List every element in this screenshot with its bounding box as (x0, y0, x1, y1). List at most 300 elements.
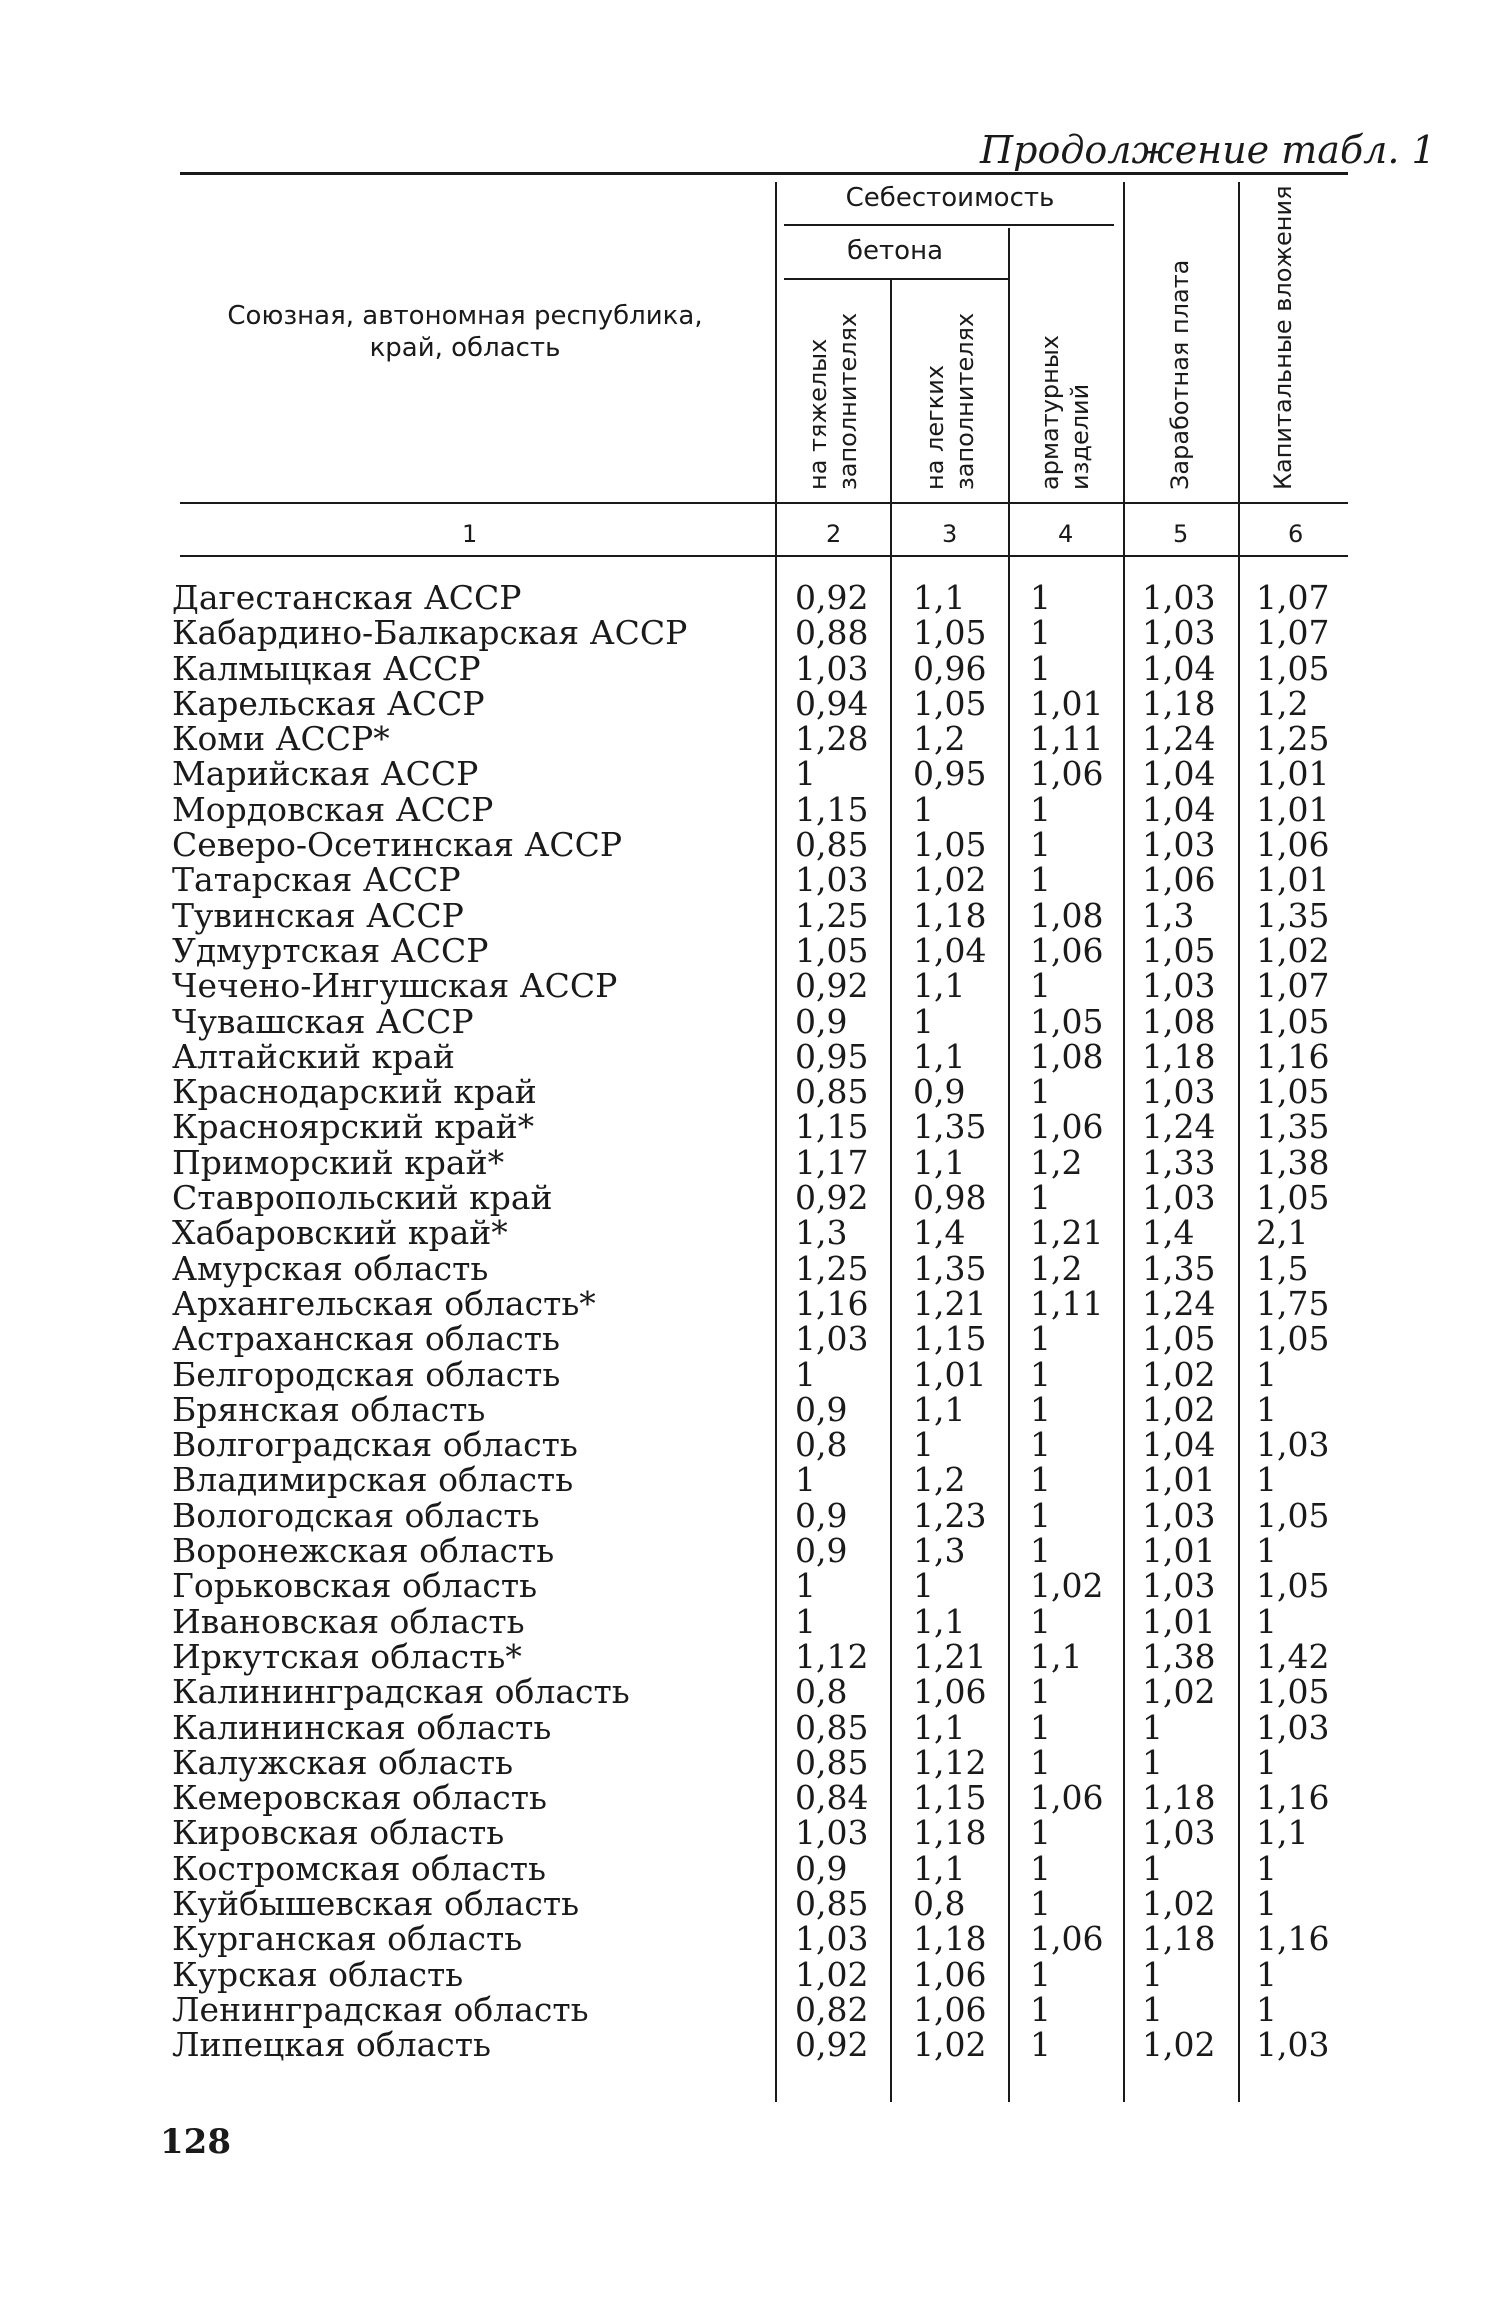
table-row (0, 1036, 1501, 1076)
wages-value: 1,06 (1142, 860, 1216, 900)
light-aggregate-value: 1,18 (913, 1919, 987, 1959)
capital-investment-value: 1,05 (1256, 1072, 1330, 1112)
wages-value: 1,04 (1142, 754, 1216, 794)
table-row (0, 895, 1501, 935)
region-name: Белгородская область (172, 1354, 561, 1394)
heavy-aggregate-value: 1,17 (795, 1142, 869, 1182)
heavy-aggregate-value: 0,85 (795, 1883, 869, 1923)
wages-value: 1,08 (1142, 1001, 1216, 1041)
heavy-aggregate-value: 0,94 (795, 683, 869, 723)
capital-investment-value: 1 (1256, 1531, 1277, 1571)
light-aggregate-value: 1 (913, 1425, 934, 1465)
column-number-5: 5 (1173, 520, 1189, 548)
table-row (0, 1319, 1501, 1359)
heavy-aggregate-value: 1,25 (795, 895, 869, 935)
light-aggregate-value: 1,1 (913, 1389, 966, 1429)
light-aggregate-value: 1,4 (913, 1213, 966, 1253)
light-aggregate-value: 1,21 (913, 1283, 987, 1323)
heavy-aggregate-value: 1,12 (795, 1636, 869, 1676)
capital-investment-value: 1 (1256, 1848, 1277, 1888)
heavy-aggregate-value: 0,9 (795, 1389, 848, 1429)
region-name: Коми АССР* (172, 719, 390, 759)
light-aggregate-value: 1 (913, 789, 934, 829)
light-aggregate-value: 1,23 (913, 1495, 987, 1535)
heavy-aggregate-value: 1,28 (795, 719, 869, 759)
capital-investment-value: 1 (1256, 1354, 1277, 1394)
rebar-value: 1 (1030, 1495, 1051, 1535)
region-name: Калининская область (172, 1707, 552, 1747)
table-row (0, 966, 1501, 1006)
region-name: Северо-Осетинская АССР (172, 825, 623, 865)
light-aggregate-value: 1,2 (913, 1460, 966, 1500)
column-number-6: 6 (1288, 520, 1304, 548)
region-name: Чувашская АССР (172, 1001, 474, 1041)
capital-investment-value: 1,05 (1256, 1672, 1330, 1712)
light-aggregate-value: 1,21 (913, 1636, 987, 1676)
light-aggregate-value: 1,1 (913, 1707, 966, 1747)
wages-value: 1 (1142, 1707, 1163, 1747)
rebar-value: 1 (1030, 1389, 1051, 1429)
light-aggregate-value: 1 (913, 1001, 934, 1041)
region-name: Иркутская область* (172, 1636, 522, 1676)
rebar-value: 1 (1030, 1460, 1051, 1500)
wages-value: 1,18 (1142, 1778, 1216, 1818)
rebar-value: 1 (1030, 578, 1051, 617)
light-aggregate-value: 1,1 (913, 1142, 966, 1182)
wages-value: 1,02 (1142, 1354, 1216, 1394)
wages-value: 1,01 (1142, 1531, 1216, 1571)
light-aggregate-value: 0,9 (913, 1072, 966, 1112)
heavy-aggregate-value: 1 (795, 1460, 816, 1500)
heavy-aggregate-value: 1,15 (795, 789, 869, 829)
capital-investment-value: 1,05 (1256, 1178, 1330, 1218)
capital-investment-value: 1,16 (1256, 1036, 1330, 1076)
rebar-value: 1 (1030, 1813, 1051, 1853)
heavy-aggregate-value: 0,8 (795, 1425, 848, 1465)
capital-investment-value: 1,42 (1256, 1636, 1330, 1676)
capital-investment-value: 1,2 (1256, 683, 1309, 723)
wages-value: 1,03 (1142, 613, 1216, 653)
light-aggregate-header: на легких заполнителях (921, 312, 979, 490)
table-row (0, 1989, 1501, 2029)
region-name: Удмуртская АССР (172, 930, 489, 970)
wages-value: 1,03 (1142, 1813, 1216, 1853)
table-row (0, 860, 1501, 900)
region-name: Калмыцкая АССР (172, 648, 481, 688)
heavy-aggregate-value: 1,05 (795, 930, 869, 970)
table-row (0, 1848, 1501, 1888)
region-name: Красноярский край* (172, 1107, 535, 1147)
wages-value: 1,24 (1142, 1283, 1216, 1323)
rebar-value: 1 (1030, 1954, 1051, 1994)
capital-investment-value: 1,05 (1256, 1566, 1330, 1606)
heavy-aggregate-value: 0,85 (795, 1707, 869, 1747)
table-body (0, 578, 1501, 2065)
capital-investment-value: 1,03 (1256, 2025, 1330, 2065)
heavy-aggregate-value: 0,9 (795, 1848, 848, 1888)
rebar-value: 1 (1030, 860, 1051, 900)
table-row (0, 1072, 1501, 1112)
light-aggregate-value: 1 (913, 1566, 934, 1606)
wages-value: 1,03 (1142, 1566, 1216, 1606)
region-name: Кабардино-Балкарская АССР (172, 613, 688, 653)
capital-investment-value: 2,1 (1256, 1213, 1309, 1253)
wages-value: 1 (1142, 1742, 1163, 1782)
cost-group-header: Себестоимость (845, 183, 1055, 213)
light-aggregate-value: 1,1 (913, 966, 966, 1006)
heavy-aggregate-value: 0,82 (795, 1989, 869, 2029)
table-row (0, 683, 1501, 723)
wages-value: 1,03 (1142, 1072, 1216, 1112)
wages-value: 1,03 (1142, 1495, 1216, 1535)
table-row (0, 1813, 1501, 1853)
capital-investment-value: 1,06 (1256, 825, 1330, 865)
region-name: Тувинская АССР (172, 895, 464, 935)
table-row (0, 2025, 1501, 2065)
region-name: Алтайский край (172, 1036, 455, 1076)
table-row (0, 1425, 1501, 1465)
capital-investment-value: 1,05 (1256, 648, 1330, 688)
wages-value: 1,3 (1142, 895, 1195, 935)
heavy-aggregate-value: 0,85 (795, 1742, 869, 1782)
wages-value: 1,03 (1142, 825, 1216, 865)
wages-value: 1,24 (1142, 719, 1216, 759)
numbers-bottom-rule (180, 555, 1348, 557)
wages-value: 1,01 (1142, 1460, 1216, 1500)
light-aggregate-value: 1,1 (913, 1601, 966, 1641)
rebar-value: 1,08 (1030, 1036, 1104, 1076)
wages-value: 1,02 (1142, 1883, 1216, 1923)
wages-value: 1,03 (1142, 1178, 1216, 1218)
rebar-value: 1 (1030, 1354, 1051, 1394)
region-name: Татарская АССР (172, 860, 461, 900)
wages-value: 1,24 (1142, 1107, 1216, 1147)
table-row (0, 613, 1501, 653)
region-name: Кемеровская область (172, 1778, 548, 1818)
heavy-aggregate-value: 0,95 (795, 1036, 869, 1076)
table-row (0, 1601, 1501, 1641)
heavy-aggregate-value: 0,92 (795, 578, 869, 617)
rebar-value: 1,2 (1030, 1248, 1083, 1288)
region-name: Волгоградская область (172, 1425, 578, 1465)
light-aggregate-value: 1,18 (913, 895, 987, 935)
heavy-aggregate-header: на тяжелых заполнителях (804, 312, 862, 490)
table-row (0, 1354, 1501, 1394)
capital-investment-value: 1,05 (1256, 1001, 1330, 1041)
light-aggregate-value: 1,35 (913, 1107, 987, 1147)
capital-investment-value: 1 (1256, 1742, 1277, 1782)
light-aggregate-value: 1,02 (913, 2025, 987, 2065)
region-name: Архангельская область* (172, 1283, 596, 1323)
region-name: Костромская область (172, 1848, 546, 1888)
wages-value: 1,35 (1142, 1248, 1216, 1288)
region-name: Курская область (172, 1954, 464, 1994)
wages-value: 1,05 (1142, 930, 1216, 970)
region-name: Ленинградская область (172, 1989, 589, 2029)
rebar-value: 1 (1030, 648, 1051, 688)
region-name: Мордовская АССР (172, 789, 494, 829)
table-row (0, 1001, 1501, 1041)
capital-investment-value: 1,01 (1256, 860, 1330, 900)
table-row (0, 719, 1501, 759)
rebar-value: 1,2 (1030, 1142, 1083, 1182)
table-row (0, 1142, 1501, 1182)
table-row (0, 930, 1501, 970)
capital-investment-value: 1,01 (1256, 789, 1330, 829)
capital-investment-value: 1,03 (1256, 1425, 1330, 1465)
heavy-aggregate-value: 0,9 (795, 1495, 848, 1535)
table-row (0, 1919, 1501, 1959)
rebar-value: 1 (1030, 1531, 1051, 1571)
heavy-aggregate-value: 0,9 (795, 1001, 848, 1041)
capital-investment-value: 1 (1256, 1954, 1277, 1994)
wages-header: Заработная плата (1166, 259, 1194, 490)
light-aggregate-value: 1,05 (913, 613, 987, 653)
table-row (0, 1883, 1501, 1923)
capital-investment-value: 1,07 (1256, 578, 1330, 617)
heavy-aggregate-value: 0,85 (795, 1072, 869, 1112)
wages-value: 1,02 (1142, 1389, 1216, 1429)
rebar-value: 1 (1030, 789, 1051, 829)
capital-investment-value: 1 (1256, 1460, 1277, 1500)
rebar-value: 1 (1030, 2025, 1051, 2065)
light-aggregate-value: 1,18 (913, 1813, 987, 1853)
column-number-3: 3 (942, 520, 958, 548)
heavy-aggregate-value: 0,8 (795, 1672, 848, 1712)
heavy-aggregate-value: 1,25 (795, 1248, 869, 1288)
region-name: Краснодарский край (172, 1072, 537, 1112)
rebar-value: 1 (1030, 1319, 1051, 1359)
region-name: Курганская область (172, 1919, 523, 1959)
light-aggregate-value: 1,12 (913, 1742, 987, 1782)
wages-value: 1,03 (1142, 966, 1216, 1006)
heavy-aggregate-value: 1 (795, 754, 816, 794)
heavy-aggregate-value: 0,84 (795, 1778, 869, 1818)
rebar-value: 1,06 (1030, 1107, 1104, 1147)
table-row (0, 1566, 1501, 1606)
wages-value: 1,33 (1142, 1142, 1216, 1182)
light-aggregate-value: 1,1 (913, 1848, 966, 1888)
region-name: Ставропольский край (172, 1178, 553, 1218)
region-name: Липецкая область (172, 2025, 491, 2065)
region-name: Карельская АССР (172, 683, 485, 723)
rebar-value: 1,06 (1030, 930, 1104, 970)
capital-investment-value: 1 (1256, 1601, 1277, 1641)
light-aggregate-value: 1,1 (913, 578, 966, 617)
capital-investment-value: 1,1 (1256, 1813, 1309, 1853)
table-row (0, 1213, 1501, 1253)
capital-investment-value: 1,03 (1256, 1707, 1330, 1747)
table-row (0, 1389, 1501, 1429)
rebar-value: 1 (1030, 1707, 1051, 1747)
table-row (0, 789, 1501, 829)
rebar-value: 1 (1030, 1601, 1051, 1641)
region-name: Владимирская область (172, 1460, 574, 1500)
capital-investment-value: 1,25 (1256, 719, 1330, 759)
light-aggregate-value: 1,3 (913, 1531, 966, 1571)
rebar-value: 1 (1030, 1672, 1051, 1712)
light-aggregate-value: 1,15 (913, 1778, 987, 1818)
capital-investment-value: 1 (1256, 1989, 1277, 2029)
rebar-value: 1 (1030, 1742, 1051, 1782)
light-aggregate-value: 1,1 (913, 1036, 966, 1076)
table-row (0, 1283, 1501, 1323)
capital-investment-value: 1,35 (1256, 1107, 1330, 1147)
heavy-aggregate-value: 1 (795, 1354, 816, 1394)
capital-investment-value: 1,35 (1256, 895, 1330, 935)
heavy-aggregate-value: 1,03 (795, 1813, 869, 1853)
capital-investment-value: 1 (1256, 1883, 1277, 1923)
region-name: Дагестанская АССР (172, 578, 522, 617)
rebar-value: 1 (1030, 1848, 1051, 1888)
region-name: Хабаровский край* (172, 1213, 508, 1253)
page-number: 128 (160, 2122, 231, 2162)
region-name: Амурская область (172, 1248, 489, 1288)
capital-investment-value: 1,38 (1256, 1142, 1330, 1182)
wages-value: 1,04 (1142, 789, 1216, 829)
rebar-value: 1 (1030, 1425, 1051, 1465)
capital-investment-value: 1,02 (1256, 930, 1330, 970)
wages-value: 1 (1142, 1989, 1163, 2029)
region-name: Марийская АССР (172, 754, 479, 794)
region-name: Вологодская область (172, 1495, 540, 1535)
capital-investment-value: 1,16 (1256, 1919, 1330, 1959)
table-row (0, 1742, 1501, 1782)
wages-value: 1,04 (1142, 1425, 1216, 1465)
light-aggregate-value: 1,06 (913, 1954, 987, 1994)
wages-value: 1 (1142, 1848, 1163, 1888)
table-row (0, 648, 1501, 688)
table-caption: Продолжение табл. 1 (980, 128, 1436, 172)
heavy-aggregate-value: 0,92 (795, 966, 869, 1006)
column-number-1: 1 (462, 520, 478, 548)
region-column-header: Союзная, автономная республика, край, область (227, 301, 703, 363)
region-name: Кировская область (172, 1813, 505, 1853)
capital-investment-value: 1 (1256, 1389, 1277, 1429)
region-name: Горьковская область (172, 1566, 538, 1606)
rebar-value: 1 (1030, 1178, 1051, 1218)
table-row (0, 825, 1501, 865)
rebar-value: 1 (1030, 1072, 1051, 1112)
column-number-4: 4 (1058, 520, 1074, 548)
heavy-aggregate-value: 0,92 (795, 2025, 869, 2065)
heavy-aggregate-value: 0,92 (795, 1178, 869, 1218)
light-aggregate-value: 1,2 (913, 719, 966, 759)
wages-value: 1,38 (1142, 1636, 1216, 1676)
concrete-group-header: бетона (846, 236, 943, 266)
region-name: Воронежская область (172, 1531, 555, 1571)
rebar-value: 1,06 (1030, 1919, 1104, 1959)
region-name: Калининградская область (172, 1672, 630, 1712)
rebar-value: 1 (1030, 1989, 1051, 2029)
rebar-header: арматурных изделий (1036, 334, 1094, 490)
heavy-aggregate-value: 1,3 (795, 1213, 848, 1253)
capital-investment-value: 1,01 (1256, 754, 1330, 794)
wages-value: 1,18 (1142, 683, 1216, 723)
capital-investment-value: 1,05 (1256, 1495, 1330, 1535)
wages-value: 1,18 (1142, 1919, 1216, 1959)
rebar-value: 1,05 (1030, 1001, 1104, 1041)
wages-value: 1,04 (1142, 648, 1216, 688)
rebar-value: 1,11 (1030, 719, 1104, 759)
rebar-value: 1,01 (1030, 683, 1104, 723)
table-row (0, 580, 1501, 615)
light-aggregate-value: 0,8 (913, 1883, 966, 1923)
capital-investment-value: 1,16 (1256, 1778, 1330, 1818)
wages-value: 1,02 (1142, 1672, 1216, 1712)
region-name: Куйбышевская область (172, 1883, 580, 1923)
region-name: Приморский край* (172, 1142, 505, 1182)
rebar-value: 1 (1030, 613, 1051, 653)
table-row (0, 1460, 1501, 1500)
heavy-aggregate-value: 0,88 (795, 613, 869, 653)
region-name: Астраханская область (172, 1319, 560, 1359)
capital-investment-header: Капитальные вложения (1269, 185, 1297, 490)
heavy-aggregate-value: 1,15 (795, 1107, 869, 1147)
wages-value: 1,03 (1142, 578, 1216, 617)
rebar-value: 1,06 (1030, 1778, 1104, 1818)
table-row (0, 1178, 1501, 1218)
capital-investment-value: 1,07 (1256, 966, 1330, 1006)
table-row (0, 754, 1501, 794)
header-bottom-rule (180, 502, 1348, 504)
light-aggregate-value: 1,05 (913, 825, 987, 865)
wages-value: 1 (1142, 1954, 1163, 1994)
wages-value: 1,02 (1142, 2025, 1216, 2065)
heavy-aggregate-value: 1,02 (795, 1954, 869, 1994)
heavy-aggregate-value: 1,03 (795, 1319, 869, 1359)
rebar-value: 1 (1030, 1883, 1051, 1923)
wages-value: 1,4 (1142, 1213, 1195, 1253)
capital-investment-value: 1,75 (1256, 1283, 1330, 1323)
rebar-value: 1,11 (1030, 1283, 1104, 1323)
rebar-value: 1 (1030, 966, 1051, 1006)
heavy-aggregate-value: 1,03 (795, 648, 869, 688)
table-row (0, 1954, 1501, 1994)
table-row (0, 1672, 1501, 1712)
capital-investment-value: 1,07 (1256, 613, 1330, 653)
capital-investment-value: 1,05 (1256, 1319, 1330, 1359)
light-aggregate-value: 1,15 (913, 1319, 987, 1359)
light-aggregate-value: 1,04 (913, 930, 987, 970)
table-row (0, 1778, 1501, 1818)
heavy-aggregate-value: 1,16 (795, 1283, 869, 1323)
heavy-aggregate-value: 0,9 (795, 1531, 848, 1571)
capital-investment-value: 1,5 (1256, 1248, 1309, 1288)
region-name: Калужская область (172, 1742, 514, 1782)
rebar-value: 1,21 (1030, 1213, 1104, 1253)
top-rule (180, 172, 1348, 175)
heavy-aggregate-value: 1 (795, 1601, 816, 1641)
light-aggregate-value: 0,96 (913, 648, 987, 688)
rebar-value: 1,1 (1030, 1636, 1083, 1676)
light-aggregate-value: 1,01 (913, 1354, 987, 1394)
light-aggregate-value: 0,98 (913, 1178, 987, 1218)
region-name: Ивановская область (172, 1601, 525, 1641)
rebar-value: 1 (1030, 825, 1051, 865)
light-aggregate-value: 1,02 (913, 860, 987, 900)
heavy-aggregate-value: 1,03 (795, 860, 869, 900)
wages-value: 1,05 (1142, 1319, 1216, 1359)
rebar-value: 1,02 (1030, 1566, 1104, 1606)
table-row (0, 1531, 1501, 1571)
column-number-2: 2 (826, 520, 842, 548)
table-row (0, 1707, 1501, 1747)
heavy-aggregate-value: 1 (795, 1566, 816, 1606)
rebar-value: 1,08 (1030, 895, 1104, 935)
light-aggregate-value: 1,35 (913, 1248, 987, 1288)
light-aggregate-value: 1,05 (913, 683, 987, 723)
